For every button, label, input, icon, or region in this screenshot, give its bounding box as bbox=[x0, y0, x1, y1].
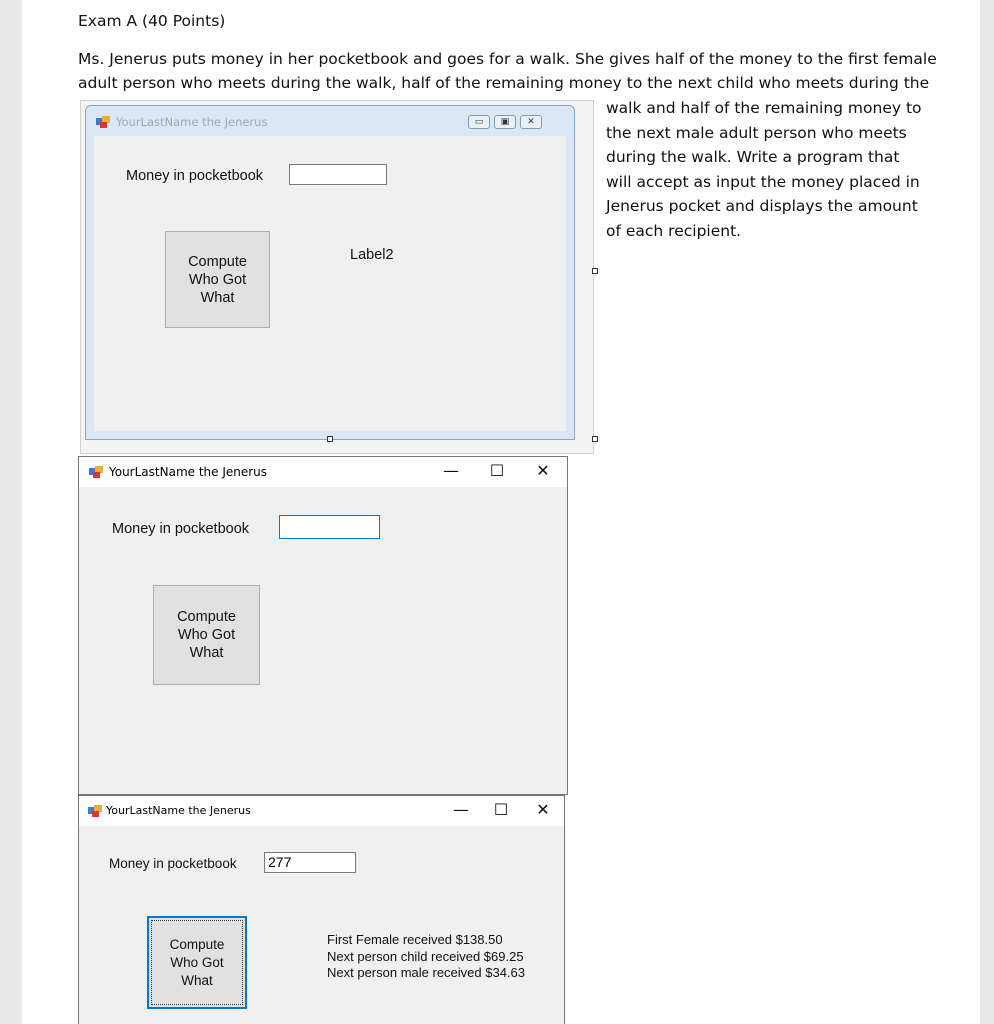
maximize-icon[interactable]: ☐ bbox=[493, 800, 509, 819]
close-icon[interactable]: ✕ bbox=[520, 115, 542, 129]
minimize-icon[interactable]: — bbox=[443, 461, 459, 480]
window-title: YourLastName the Jenerus bbox=[116, 115, 268, 129]
result-line-child: Next person child received $69.25 bbox=[327, 948, 524, 964]
title-bar bbox=[79, 457, 567, 487]
paragraph-right-line-5: Jenerus pocket and displays the amount bbox=[606, 197, 918, 215]
document-page bbox=[22, 0, 980, 1024]
compute-button[interactable]: Compute Who Got What bbox=[147, 916, 247, 1009]
runtime-window-filled bbox=[78, 795, 565, 1024]
app-icon bbox=[96, 116, 110, 128]
minimize-icon[interactable]: — bbox=[453, 800, 469, 819]
paragraph-line-1: Ms. Jenerus puts money in her pocketbook and goes for a walk. She gives half of the money to the first female bbox=[78, 50, 937, 68]
paragraph-right-line-2: the next male adult person who meets bbox=[606, 124, 907, 142]
maximize-icon[interactable]: ☐ bbox=[489, 461, 505, 480]
paragraph-right-line-3: during the walk. Write a program that bbox=[606, 148, 900, 166]
designer-client-area bbox=[94, 136, 566, 431]
money-input[interactable] bbox=[289, 164, 387, 185]
compute-button[interactable]: Compute Who Got What bbox=[153, 585, 260, 685]
runtime-window-empty bbox=[78, 456, 568, 795]
money-input[interactable]: 277 bbox=[264, 852, 356, 873]
money-label: Money in pocketbook bbox=[112, 521, 250, 537]
result-line-male: Next person male received $34.63 bbox=[327, 965, 526, 980]
close-icon[interactable]: ✕ bbox=[536, 800, 550, 819]
resize-handle-bottom[interactable] bbox=[327, 436, 333, 442]
app-icon bbox=[89, 466, 103, 478]
app-icon bbox=[88, 805, 102, 817]
resize-handle-corner[interactable] bbox=[592, 436, 598, 442]
paragraph-right-line-4: will accept as input the money placed in bbox=[606, 173, 920, 191]
compute-button[interactable]: Compute Who Got What bbox=[165, 231, 270, 328]
title-bar bbox=[79, 796, 564, 826]
window-title: YourLastName the Jenerus bbox=[109, 465, 268, 479]
paragraph-right-line-1: walk and half of the remaining money to bbox=[606, 99, 922, 117]
close-icon[interactable]: ✕ bbox=[536, 461, 550, 480]
designer-title-bar bbox=[86, 106, 574, 136]
money-input[interactable] bbox=[279, 515, 380, 539]
resize-handle-right[interactable] bbox=[592, 268, 598, 274]
result-line-female: First Female received $138.50 bbox=[327, 932, 503, 947]
exam-heading: Exam A (40 Points) bbox=[78, 12, 226, 30]
designer-form-screenshot bbox=[80, 100, 594, 454]
money-label: Money in pocketbook bbox=[109, 856, 237, 871]
paragraph-line-2: adult person who meets during the walk, half of the remaining money to the next child who meets during the bbox=[78, 74, 930, 92]
output-label: Label2 bbox=[350, 247, 394, 263]
money-label: Money in pocketbook bbox=[126, 168, 264, 184]
designer-window bbox=[85, 105, 575, 440]
window-title: YourLastName the Jenerus bbox=[106, 804, 251, 817]
minimize-icon[interactable]: ▭ bbox=[468, 115, 490, 129]
paragraph-right-line-6: of each recipient. bbox=[606, 222, 742, 240]
maximize-icon[interactable]: ▣ bbox=[494, 115, 516, 129]
